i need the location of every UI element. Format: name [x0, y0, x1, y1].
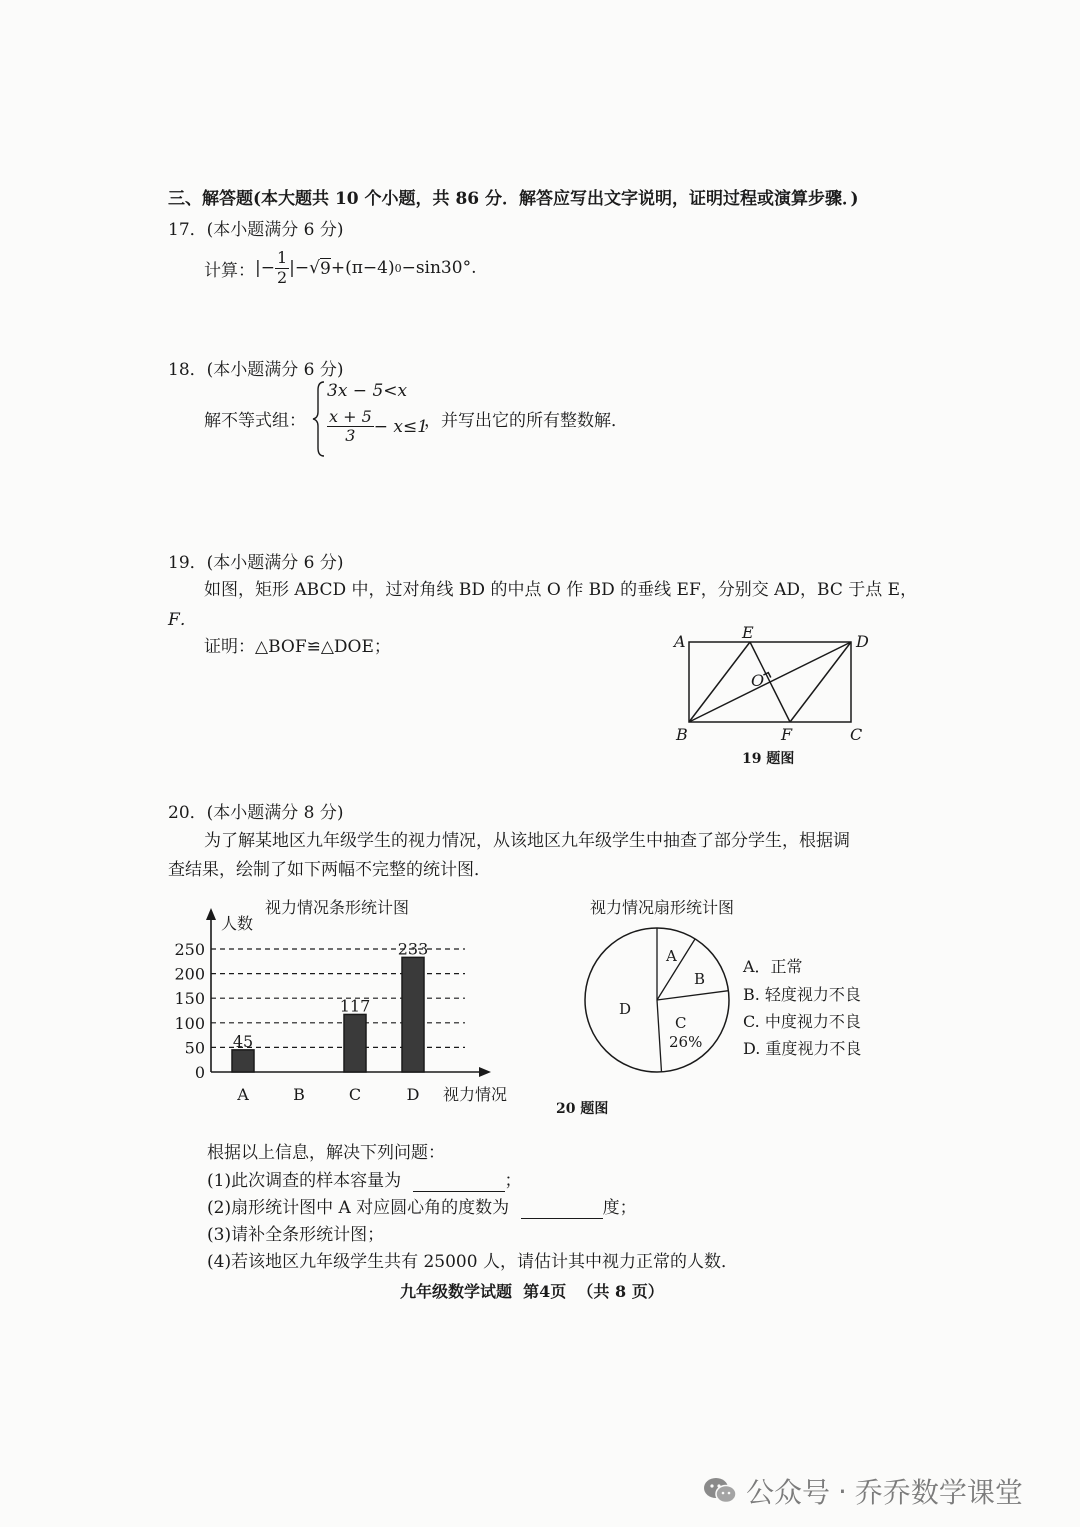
y-tick-label-200: 200 — [174, 964, 205, 984]
y-axis-arrow — [206, 908, 216, 920]
x-category-C: C — [348, 1085, 362, 1104]
segment-be — [689, 642, 750, 722]
watermark-account: 公众号 — [746, 1476, 831, 1509]
bar-C — [344, 1014, 366, 1072]
q20-tasks-intro: 根据以上信息，解决下列问题： — [207, 1143, 445, 1163]
q17-number: 17． — [168, 220, 207, 240]
pie-chart-title: 视力情况扇形统计图 — [590, 898, 735, 917]
pie-slice-label-b: B — [694, 970, 706, 988]
q20-task3: (3)请补全条形统计图； — [207, 1225, 385, 1245]
q18-inequality-2 — [327, 408, 428, 446]
q20-task1-text: (1)此次调查的样本容量为 — [207, 1171, 402, 1191]
y-tick-label-50: 50 — [184, 1038, 205, 1058]
q18-prompt: 解不等式组： — [204, 411, 306, 431]
legend-a: A．正常 — [743, 957, 803, 976]
q18-frac-den: 3 — [345, 426, 356, 446]
q17-rest-b: −sin30°. — [401, 258, 477, 278]
q17-exponent: 0 — [394, 261, 402, 275]
q17-score: (本小题满分 6 分) — [206, 220, 344, 240]
label-b: B — [676, 725, 688, 744]
pie-divider-4 — [657, 1000, 662, 1072]
q18-fraction — [327, 408, 374, 446]
pie-slice-label-a: A — [666, 947, 677, 965]
bar-chart-xlabel: 视力情况 — [443, 1085, 508, 1104]
q20-task1-blank[interactable] — [413, 1171, 505, 1192]
label-o: O — [751, 671, 765, 690]
y-tick-label-0: 0 — [194, 1063, 205, 1082]
label-f: F — [781, 725, 793, 744]
q19-caption: 19 题图 — [742, 751, 795, 767]
q19-figure — [660, 618, 890, 778]
q17-fraction — [275, 249, 289, 287]
bar-chart-title: 视力情况条形统计图 — [265, 898, 410, 917]
watermark — [702, 1471, 1023, 1511]
q20-task1 — [207, 1166, 522, 1192]
q19-header — [168, 548, 344, 573]
section-heading: 三、解答题(本大题共 10 个小题，共 86 分．解答应写出文字说明，证明过程或演算步骤．) — [168, 189, 859, 209]
pie-slice-label-d: D — [619, 1000, 632, 1018]
y-tick-label-250: 250 — [174, 940, 205, 959]
q17-abs-open: |− — [255, 258, 275, 278]
pie-slice-label-c: C — [675, 1014, 687, 1032]
q17-sqrt-arg: 9 — [320, 258, 331, 279]
q20-task2-end: 度； — [602, 1198, 637, 1218]
q20-task1-end: ； — [504, 1171, 522, 1191]
q20-caption: 20 题图 — [556, 1101, 609, 1117]
q17-rest-a: +(π−4) — [330, 258, 395, 278]
q19-line2: F． — [168, 610, 197, 630]
q17-frac-den: 2 — [276, 267, 288, 287]
q18-header — [168, 355, 344, 380]
q20-task4: (4)若该地区九年级学生共有 25000 人，请估计其中视力正常的人数． — [207, 1252, 738, 1272]
q18-frac-num: x + 5 — [329, 407, 372, 426]
x-axis-arrow — [479, 1067, 491, 1077]
segment-fd — [790, 642, 851, 722]
label-a: A — [674, 632, 686, 651]
q20-score: (本小题满分 8 分) — [206, 803, 344, 823]
q20-number: 20． — [168, 803, 207, 823]
q17-sqrt-sign: √ — [309, 258, 320, 278]
label-d: D — [856, 632, 869, 651]
q20-task2-blank[interactable] — [521, 1198, 603, 1219]
label-e: E — [742, 623, 754, 642]
label-c: C — [850, 725, 863, 744]
q20-header — [168, 798, 344, 823]
q18-inequality-1: 3x − 5<x — [327, 381, 408, 401]
q18-ineq2-tail: − x≤1 — [373, 416, 429, 437]
legend-b: B. 轻度视力不良 — [743, 985, 861, 1004]
q18-score: (本小题满分 6 分) — [206, 360, 344, 380]
q19-score: (本小题满分 6 分) — [206, 553, 344, 573]
bar-chart-ylabel: 人数 — [221, 914, 254, 933]
x-category-B: B — [293, 1085, 305, 1104]
y-tick-label-150: 150 — [174, 989, 205, 1009]
y-tick-label-100: 100 — [174, 1013, 205, 1033]
q17-frac-num: 1 — [276, 248, 288, 268]
x-category-D: D — [406, 1085, 420, 1104]
pie-chart — [570, 892, 900, 1082]
q18-brace — [312, 380, 326, 458]
q19-prove: 证明：△BOF≌△DOE； — [204, 637, 391, 657]
q19-line1: 如图，矩形 ABCD 中，过对角线 BD 的中点 O 作 BD 的垂线 EF，分别交 AD，BC 于点 E， — [204, 580, 918, 600]
x-category-A: A — [237, 1085, 249, 1104]
page-footer: 九年级数学试题 第4页 （共 8 页） — [400, 1282, 664, 1301]
bar-value-label-A: 45 — [232, 1031, 254, 1051]
q17-expression — [204, 246, 476, 290]
bar-value-label-D: 233 — [397, 939, 429, 959]
bar-chart — [165, 892, 525, 1114]
q18-number: 18． — [168, 360, 207, 380]
bar-value-label-C: 117 — [339, 996, 371, 1016]
q20-intro-line2: 查结果，绘制了如下两幅不完整的统计图． — [168, 860, 491, 880]
q17-prompt: 计算： — [204, 260, 255, 281]
q20-task2-text: (2)扇形统计图中 A 对应圆心角的度数为 — [207, 1198, 510, 1218]
q19-number: 19． — [168, 553, 207, 573]
legend-d: D. 重度视力不良 — [743, 1039, 862, 1058]
watermark-name: 乔乔数学课堂 — [854, 1476, 1023, 1509]
q20-intro-line1: 为了解某地区九年级学生的视力情况，从该地区九年级学生中抽查了部分学生，根据调 — [204, 831, 850, 851]
bar-A — [232, 1050, 254, 1072]
q17-abs-close: |− — [289, 258, 310, 278]
bar-D — [402, 957, 424, 1072]
legend-c: C. 中度视力不良 — [743, 1012, 861, 1031]
q18-suffix: ，并写出它的所有整数解． — [424, 411, 628, 431]
q20-task2 — [207, 1193, 637, 1219]
wechat-icon — [702, 1476, 738, 1506]
pie-divider-3 — [657, 991, 728, 1000]
q17-header — [168, 215, 344, 240]
watermark-dot: · — [838, 1474, 847, 1508]
pie-slice-percent-c: 26% — [669, 1033, 703, 1051]
